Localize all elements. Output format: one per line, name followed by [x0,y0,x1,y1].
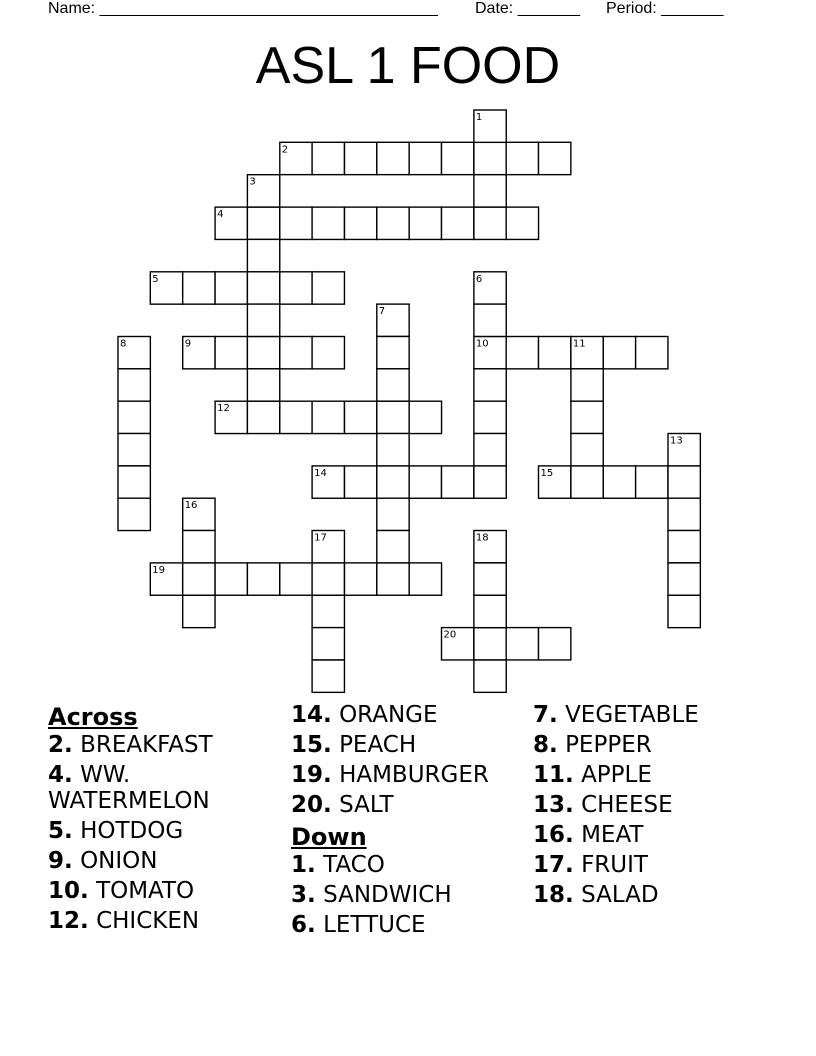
clue-number: 16. [533,822,574,848]
clue-text: SALT [339,792,394,818]
grid-cell[interactable] [377,369,409,401]
clue-item [291,762,541,788]
grid-cell[interactable] [345,466,377,498]
clue-text: SANDWICH [323,882,452,908]
cell-number-label: 6 [475,273,483,285]
grid-cell[interactable] [668,595,700,627]
grid-cell[interactable] [377,337,409,369]
grid-cell[interactable] [377,531,409,563]
grid-cell[interactable] [442,466,474,498]
grid-cell[interactable] [183,337,215,369]
clue-number: 10. [48,878,89,904]
grid-cell[interactable] [409,207,441,239]
clue-text: BREAKFAST [80,732,213,758]
grid-cell[interactable] [377,142,409,174]
grid-cell[interactable] [247,563,279,595]
grid-cell[interactable] [539,628,571,660]
grid-cell[interactable] [377,434,409,466]
clue-item [291,732,541,758]
clue-number: 12. [48,908,89,934]
grid-cell[interactable] [571,401,603,433]
grid-cell[interactable] [377,498,409,530]
cell-number-label: 15 [540,467,554,479]
clue-item [291,912,541,938]
clue-item [291,882,541,908]
clue-number: 6. [291,912,316,938]
cell-number-label: 10 [475,338,489,350]
cell-number-label: 14 [314,467,327,479]
grid-cell[interactable] [312,595,344,627]
grid-cell[interactable] [668,563,700,595]
grid-cell[interactable] [377,466,409,498]
grid-cell[interactable] [474,304,506,336]
clue-text: PEACH [339,732,417,758]
clue-number: 13. [533,792,574,818]
clue-text: FRUIT [581,852,648,878]
grid-cell[interactable] [442,628,474,660]
grid-cell[interactable] [409,142,441,174]
grid-cell[interactable] [312,531,344,563]
clue-number: 1. [291,852,316,878]
clue-text: TOMATO [96,878,195,904]
grid-cell[interactable] [312,142,344,174]
clue-text: HAMBURGER [339,762,489,788]
clue-text: WW. WATERMELON [48,762,210,814]
clue-item [48,818,298,844]
clue-number: 7. [533,702,558,728]
clue-item [533,792,783,818]
clue-number: 4. [48,762,73,788]
page-title: ASL 1 FOOD [255,37,561,95]
clue-text: LETTUCE [323,912,426,938]
cell-number-label: 19 [152,564,166,576]
grid-cell[interactable] [247,304,279,336]
grid-cell[interactable] [442,207,474,239]
grid-cell[interactable] [215,272,247,304]
cell-number-label: 9 [184,338,192,350]
grid-cell[interactable] [571,434,603,466]
clue-number: 15. [291,732,332,758]
grid-cell[interactable] [506,142,538,174]
clue-text: TACO [323,852,385,878]
clue-number: 9. [48,848,73,874]
grid-cell[interactable] [183,531,215,563]
grid-cell[interactable] [150,563,182,595]
grid-cell[interactable] [280,337,312,369]
clue-text: CHICKEN [96,908,200,934]
grid-cell[interactable] [247,175,279,207]
grid-cell[interactable] [474,531,506,563]
clue-item [291,852,541,878]
grid-cell[interactable] [183,498,215,530]
grid-cell[interactable] [442,142,474,174]
grid-cell[interactable] [247,272,279,304]
grid-cell[interactable] [345,207,377,239]
grid-cell[interactable] [183,595,215,627]
grid-cell[interactable] [506,628,538,660]
across-heading: Across [48,703,138,731]
grid-cell[interactable] [377,401,409,433]
clue-item [48,878,298,904]
grid-cell[interactable] [312,272,344,304]
clue-column-1 [48,702,298,938]
grid-cell[interactable] [118,369,150,401]
grid-cell[interactable] [474,142,506,174]
grid-cell[interactable] [539,466,571,498]
clue-column-2 [291,702,541,942]
clue-item [291,792,541,818]
grid-cell[interactable] [474,595,506,627]
cell-number-label: 16 [184,500,198,512]
clue-column-3 [533,702,783,912]
cell-number-label: 1 [475,112,483,123]
grid-cell[interactable] [668,531,700,563]
grid-cell[interactable] [377,207,409,239]
clue-number: 5. [48,818,73,844]
grid-cell[interactable] [603,337,635,369]
grid-cell[interactable] [345,401,377,433]
clue-text: ORANGE [339,702,438,728]
grid-cell[interactable] [668,498,700,530]
cell-number-label: 11 [572,338,586,350]
grid-cell[interactable] [506,337,538,369]
grid-cell[interactable] [377,304,409,336]
grid-cell[interactable] [474,369,506,401]
grid-cell[interactable] [474,175,506,207]
grid-cell[interactable] [150,272,182,304]
grid-cell[interactable] [474,401,506,433]
grid-cell[interactable] [571,466,603,498]
grid-cell[interactable] [571,337,603,369]
grid-cell[interactable] [312,563,344,595]
grid-cell[interactable] [280,401,312,433]
cell-number-label: 3 [249,176,256,188]
cell-number-label: 20 [443,629,457,641]
grid-cell[interactable] [118,401,150,433]
clue-number: 8. [533,732,558,758]
student-info-header [48,0,768,20]
cell-number-label: 5 [152,273,159,285]
grid-cell[interactable] [215,207,247,239]
grid-cell[interactable] [280,563,312,595]
grid-cell[interactable] [539,142,571,174]
grid-cell[interactable] [474,272,506,304]
clue-number: 3. [291,882,316,908]
grid-cell[interactable] [474,337,506,369]
clue-text: VEGETABLE [565,702,699,728]
clue-text: SALAD [581,882,659,908]
grid-cell[interactable] [474,563,506,595]
grid-cell[interactable] [312,660,344,692]
name-field-label[interactable]: Name: ______________________________________ [48,0,438,17]
clue-item [533,732,783,758]
grid-cell[interactable] [668,466,700,498]
grid-cell[interactable] [474,660,506,692]
grid-cell[interactable] [668,434,700,466]
clue-text: PEPPER [565,732,652,758]
grid-cell[interactable] [215,401,247,433]
clue-number: 17. [533,852,574,878]
grid-cell[interactable] [118,337,150,369]
clue-number: 19. [291,762,332,788]
grid-cell[interactable] [345,563,377,595]
grid-cell[interactable] [312,401,344,433]
grid-cell[interactable] [474,628,506,660]
grid-cell[interactable] [312,628,344,660]
cell-number-label: 7 [378,306,386,318]
clue-number: 14. [291,702,332,728]
clue-item [48,762,298,814]
grid-cell[interactable] [312,337,344,369]
clue-item [48,732,298,758]
clue-item [533,882,783,908]
grid-cell[interactable] [247,337,279,369]
clue-item [48,848,298,874]
grid-cell[interactable] [571,369,603,401]
clue-item [533,822,783,848]
grid-cell[interactable] [636,466,668,498]
period-field-label[interactable]: Period: _______ [606,0,724,17]
grid-cell[interactable] [474,434,506,466]
grid-cell[interactable] [118,498,150,530]
grid-cell[interactable] [474,207,506,239]
cell-number-label: 2 [281,144,289,156]
clue-number: 2. [48,732,73,758]
grid-cell[interactable] [409,563,441,595]
cell-number-label: 13 [670,435,683,447]
grid-cell[interactable] [603,466,635,498]
clue-item [533,762,783,788]
grid-cell[interactable] [215,563,247,595]
grid-cell[interactable] [215,337,247,369]
grid-cell[interactable] [409,401,441,433]
cell-number-label: 17 [314,532,327,544]
cell-number-label: 8 [120,338,127,350]
cell-number-label: 18 [475,532,489,544]
clue-number: 11. [533,762,574,788]
grid-cell[interactable] [345,142,377,174]
clue-text: HOTDOG [80,818,184,844]
grid-cell[interactable] [247,401,279,433]
grid-cell[interactable] [312,466,344,498]
clue-number: 18. [533,882,574,908]
clue-item [291,702,541,728]
grid-cell[interactable] [636,337,668,369]
down-heading: Down [291,823,367,851]
grid-cell[interactable] [280,142,312,174]
grid-cell[interactable] [183,563,215,595]
grid-cell[interactable] [118,466,150,498]
clue-item [533,852,783,878]
clue-number: 20. [291,792,332,818]
grid-cell[interactable] [183,272,215,304]
grid-cell[interactable] [118,434,150,466]
grid-cell[interactable] [539,337,571,369]
grid-cell[interactable] [474,110,506,142]
grid-cell[interactable] [247,239,279,271]
clue-text: MEAT [581,822,644,848]
grid-cell[interactable] [474,466,506,498]
grid-cell[interactable] [506,207,538,239]
cell-number-label: 4 [217,209,224,221]
clue-text: APPLE [581,762,652,788]
clue-text: ONION [80,848,158,874]
grid-cell[interactable] [247,369,279,401]
clue-item [533,702,783,728]
grid-cell[interactable] [312,207,344,239]
date-field-label[interactable]: Date: _______ [475,0,580,17]
grid-cell[interactable] [280,207,312,239]
grid-cell[interactable] [409,466,441,498]
clue-item [48,908,298,934]
grid-cell[interactable] [377,563,409,595]
grid-cell[interactable] [247,207,279,239]
grid-cell[interactable] [280,272,312,304]
clue-text: CHEESE [581,792,673,818]
cell-number-label: 12 [217,403,230,415]
